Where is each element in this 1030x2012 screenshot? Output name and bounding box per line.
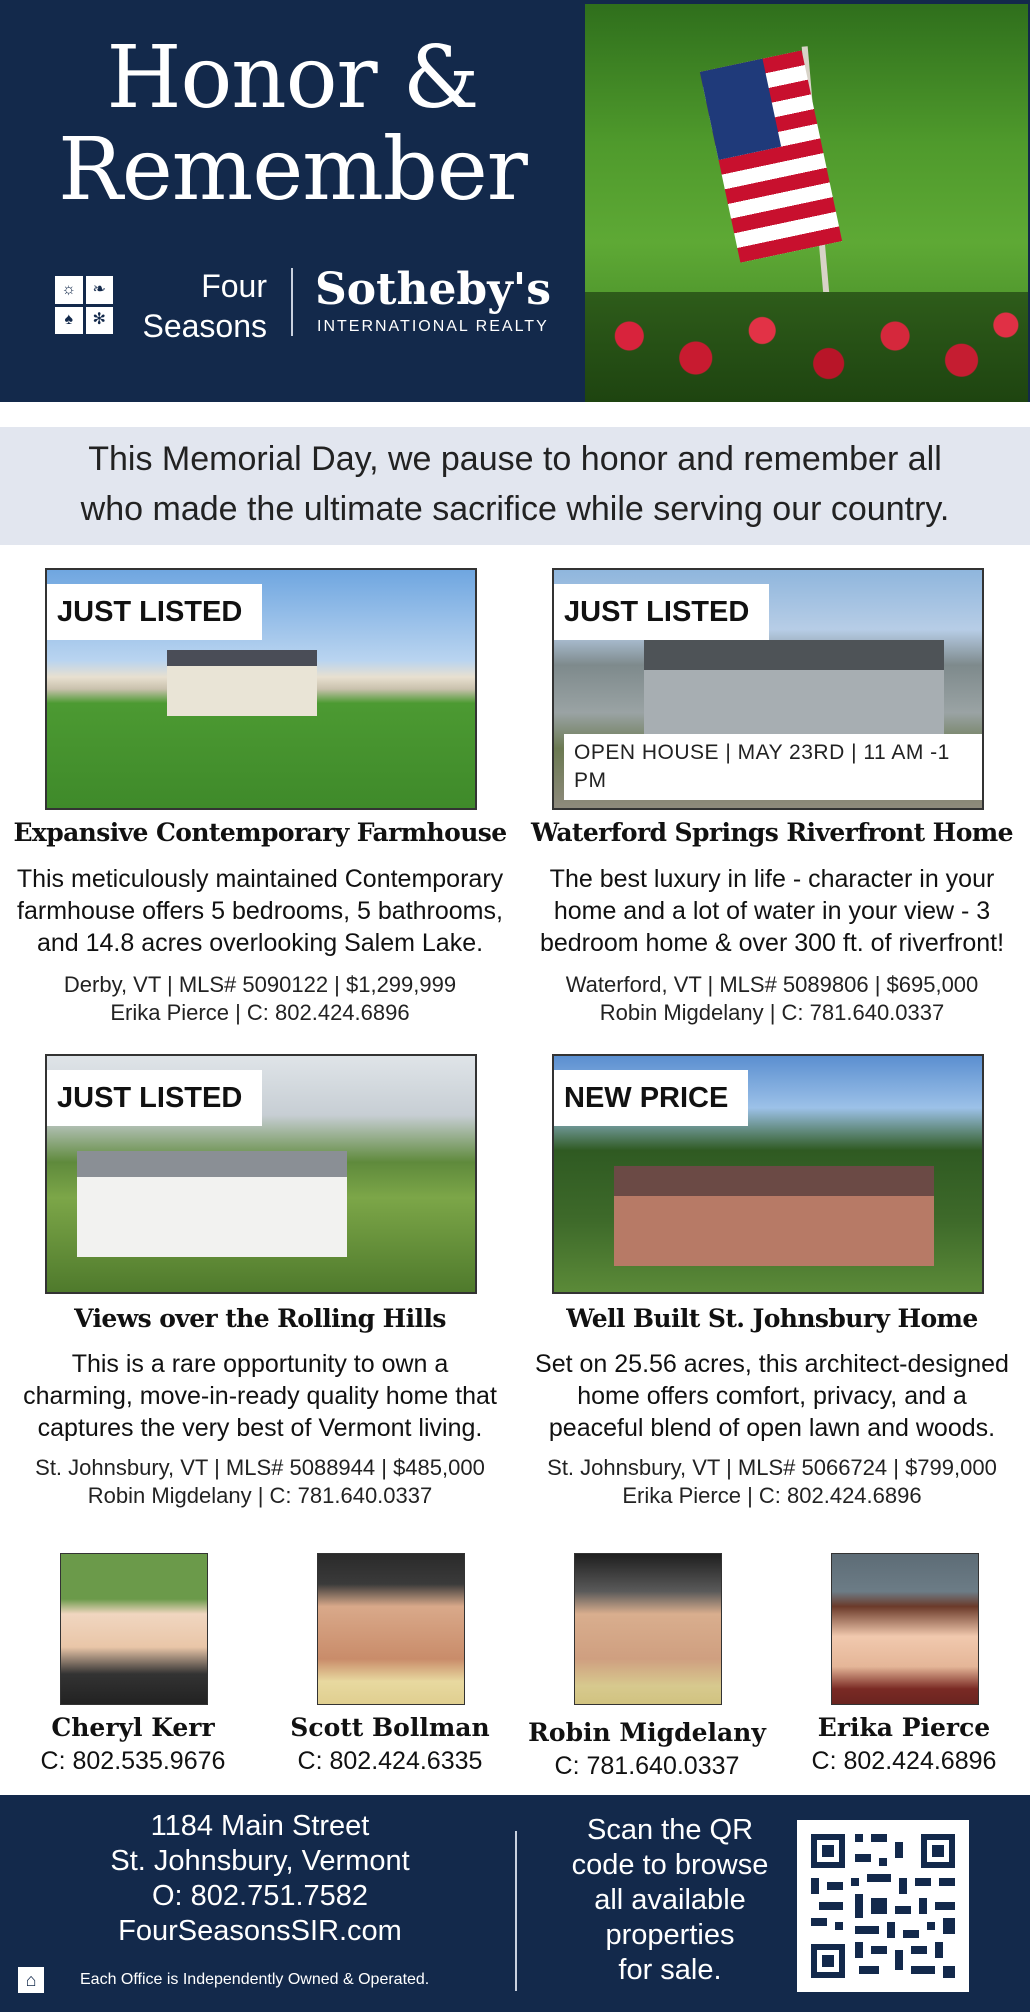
brand-four: Four [201,268,267,304]
agent-name: Erika Pierce [817,1713,991,1742]
desc-line: captures the very best of Vermont living. [37,1414,483,1442]
brand-logo [55,262,575,342]
qr-instructions [545,1813,795,1988]
agent-phone: C: 781.640.0337 [554,1752,740,1780]
listing-agent-contact: Erika Pierce | C: 802.424.6896 [110,1000,410,1025]
agent-name: Cheryl Kerr [51,1713,215,1742]
brand-name [117,266,267,346]
qr-text-line: properties [605,1919,735,1951]
listing-title[interactable]: Well Built St. Johnsbury Home [566,1304,978,1333]
desc-line: peaceful blend of open lawn and woods. [548,1414,996,1442]
memorial-message [0,434,1030,534]
desc-line: This meticulously maintained Contemporary [16,865,504,893]
desc-line: bedroom home & over 300 ft. of riverfront! [539,929,1005,957]
brand-sothebys: Sotheby's [315,264,552,315]
title-line-1: Honor & [106,28,479,128]
listing-title[interactable]: Views over the Rolling Hills [74,1304,446,1333]
listing-photo[interactable] [45,1054,477,1294]
brand-international: INTERNATIONAL REALTY [317,318,549,335]
footer [0,1795,1030,2012]
listing-title[interactable]: Waterford Springs Riverfront Home [531,818,1013,847]
desc-line: home and a lot of water in your view - 3 [553,897,991,925]
listing-agent-contact: Erika Pierce | C: 802.424.6896 [622,1483,922,1508]
street: 1184 Main Street [150,1810,370,1842]
message-line-1: This Memorial Day, we pause to honor and remember all [88,440,942,478]
agent-name: Scott Bollman [290,1713,490,1742]
listing-meta [0,971,520,1027]
listing-meta [512,1454,1030,1510]
avatar [60,1553,208,1705]
desc-line: The best luxury in life - character in your [549,865,995,893]
listing-photo[interactable] [552,568,984,810]
listing-description [512,1348,1030,1444]
agent-phone: C: 802.424.6335 [297,1747,483,1775]
avatar [831,1553,979,1705]
agent-name: Robin Migdelany [528,1718,766,1747]
brand-seasons: Seasons [142,308,267,344]
agent-phone: C: 802.535.9676 [40,1747,226,1775]
listing-meta [512,971,1030,1027]
listing-photo[interactable] [552,1054,984,1294]
open-house-banner: OPEN HOUSE | MAY 23RD | 11 AM -1 PM [564,734,982,800]
desc-line: and 14.8 acres overlooking Salem Lake. [36,929,484,957]
listing-agent-contact: Robin Migdelany | C: 781.640.0337 [87,1483,433,1508]
desc-line: This is a rare opportunity to own a [71,1350,449,1378]
agent-phone: C: 802.424.6896 [811,1747,997,1775]
listing-description [512,863,1030,959]
office-address [60,1809,460,1949]
listing-photo[interactable] [45,568,477,810]
avatar [317,1553,465,1705]
listing-meta [0,1454,520,1510]
listing-location-mls-price: Derby, VT | MLS# 5090122 | $1,299,999 [63,972,457,997]
office-phone[interactable]: O: 802.751.7582 [151,1880,369,1912]
listing-tag: JUST LISTED [554,584,769,640]
qr-text-line: code to browse [571,1849,769,1881]
qr-text-line: for sale. [618,1954,722,1986]
qr-text-line: Scan the QR [586,1814,754,1846]
listing-tag: JUST LISTED [47,1070,262,1126]
desc-line: home offers comfort, privacy, and a [577,1382,967,1410]
website-link[interactable]: FourSeasonsSIR.com [118,1915,402,1947]
listing-title[interactable]: Expansive Contemporary Farmhouse [13,818,507,847]
avatar [574,1553,722,1705]
desc-line: charming, move-in-ready quality home that [23,1382,497,1410]
desc-line: Set on 25.56 acres, this architect-designed [535,1350,1009,1378]
four-seasons-logo-icon: ☼ ❧ ♠ ✻ [55,276,113,334]
listing-description [0,1348,520,1444]
desc-line: farmhouse offers 5 bedrooms, 5 bathrooms, [17,897,503,925]
listing-tag: NEW PRICE [554,1070,748,1126]
flag-photo [585,4,1028,402]
house-shape [77,1151,347,1257]
title-line-2: Remember [58,120,527,220]
office-disclaimer: Each Office is Independently Owned & Operated. [80,1971,430,1988]
house-shape [167,650,317,716]
brand-divider [291,268,293,336]
page-title [0,28,585,220]
listing-tag: JUST LISTED [47,584,262,640]
listing-location-mls-price: St. Johnsbury, VT | MLS# 5066724 | $799,000 [547,1455,997,1480]
qr-code[interactable] [797,1820,969,1992]
qr-text-line: all available [594,1884,746,1916]
city: St. Johnsbury, Vermont [110,1845,410,1877]
house-shape [614,1166,934,1266]
listing-agent-contact: Robin Migdelany | C: 781.640.0337 [599,1000,945,1025]
equal-housing-icon: ⌂ [18,1967,44,1993]
footer-divider [515,1831,517,1991]
listing-description [0,863,520,959]
listing-location-mls-price: Waterford, VT | MLS# 5089806 | $695,000 [565,972,979,997]
message-line-2: who made the ultimate sacrifice while serving our country. [80,490,950,528]
listing-location-mls-price: St. Johnsbury, VT | MLS# 5088944 | $485,000 [35,1455,485,1480]
